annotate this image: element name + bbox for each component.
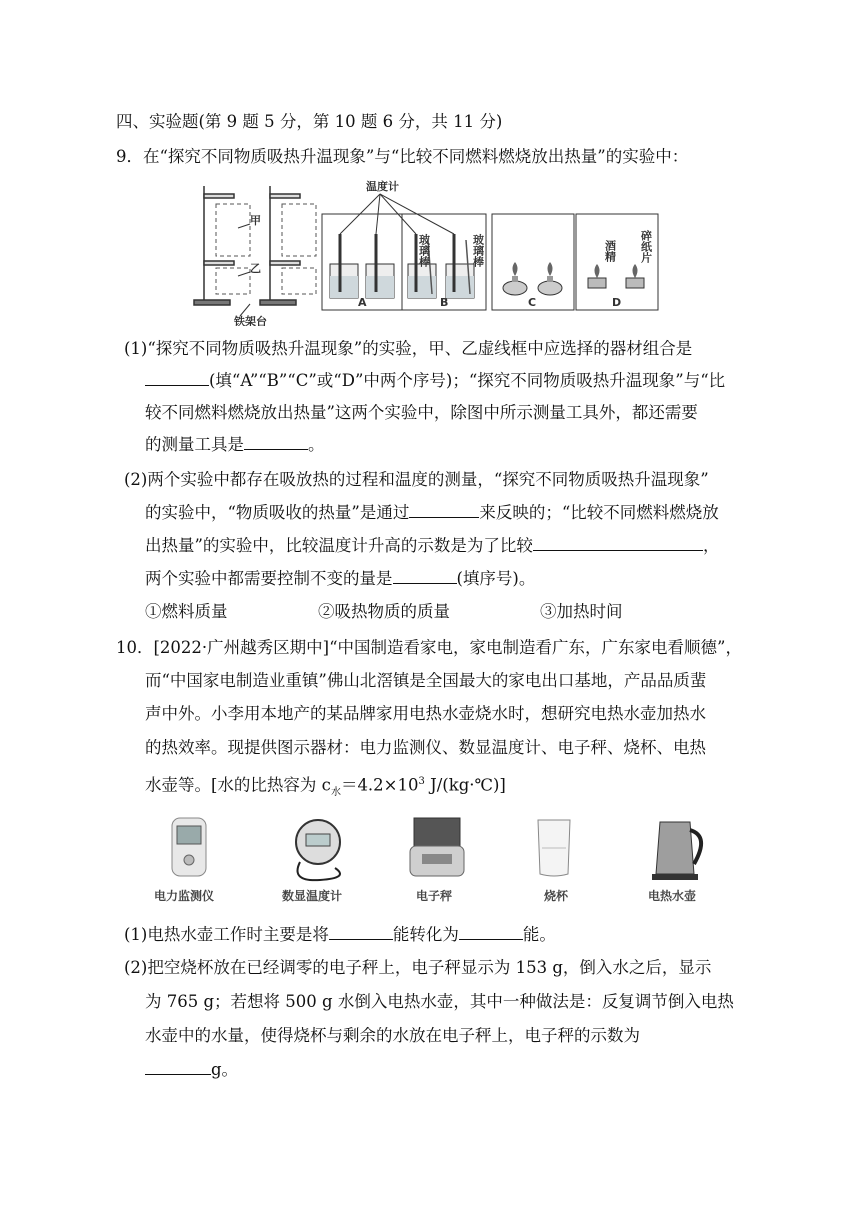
text: (填序号)。	[456, 569, 536, 588]
label-alcohol: 酒精	[603, 240, 617, 262]
q10-line4: 的热效率。现提供图示器材：电力监测仪、数显温度计、电子秤、烧杯、电热	[145, 738, 706, 757]
label-paper: 碎纸片	[639, 230, 653, 263]
answer-blank[interactable]	[329, 923, 393, 940]
caption-digital-thermometer: 数显温度计	[282, 889, 343, 903]
label-panel-b: B	[440, 296, 449, 309]
yi-box-right	[282, 268, 316, 294]
answer-blank[interactable]	[533, 534, 703, 551]
answer-blank[interactable]	[145, 369, 209, 386]
answer-blank[interactable]	[145, 1058, 211, 1075]
label-panel-c: C	[528, 296, 537, 309]
q9-stem: 9．在“探究不同物质吸热升温现象”与“比较不同燃料燃烧放出热量”的实验中：	[116, 147, 689, 166]
electronic-scale-icon	[410, 818, 464, 876]
text: 水壶等。[水的比热容为 c	[145, 775, 331, 795]
text: 的测量工具是	[145, 435, 244, 454]
q9-p2-line3	[145, 534, 719, 558]
label-panel-a: A	[358, 296, 367, 309]
q9-p1-line1: (1)“探究不同物质吸热升温现象”的实验，甲、乙虚线框中应选择的器材组合是	[124, 339, 693, 358]
digital-thermometer-icon	[296, 820, 340, 880]
q10-equipment-figure	[150, 812, 720, 908]
q9-option-3: ③加热时间	[540, 602, 623, 621]
section-title: 四、实验题(第 9 题 5 分，第 10 题 6 分，共 11 分)	[116, 112, 503, 131]
text: 能转化为	[392, 925, 459, 944]
q10-p2-line4	[145, 1058, 238, 1082]
caption-electronic-scale: 电子秤	[416, 889, 453, 903]
jia-box-right	[282, 204, 316, 256]
caption-electric-kettle: 电热水壶	[648, 889, 697, 903]
iron-stand-left	[194, 186, 234, 305]
answer-blank[interactable]	[393, 567, 457, 584]
q9-p1-line3: 较不同燃料燃烧放出热量”这两个实验中，除图中所示测量工具外，都还需要	[145, 403, 698, 422]
text: 的实验中，“物质吸收的热量”是通过	[145, 503, 410, 522]
q9-option-1: ①燃料质量	[145, 602, 228, 621]
label-yi: 乙	[250, 262, 261, 275]
jia-box-left	[216, 204, 250, 256]
text: J/(kg·℃)]	[424, 775, 506, 795]
q9-p2-line2	[145, 501, 719, 525]
label-stand: 铁架台	[234, 315, 267, 326]
label-jia: 甲	[250, 214, 261, 227]
superscript: 3	[418, 776, 425, 787]
text: 。	[308, 435, 325, 454]
q10-p2-line3: 水壶中的水量，使得烧杯与剩余的水放在电子秤上，电子秤的示数为	[145, 1026, 640, 1045]
yi-box-left	[216, 268, 250, 294]
q10-p2-line1: (2)把空烧杯放在已经调零的电子秤上，电子秤显示为 153 g，倒入水之后，显示	[124, 958, 712, 977]
power-monitor-icon	[172, 818, 206, 876]
q10-line5	[145, 770, 506, 805]
label-glass-rod-1: 玻璃棒	[417, 234, 431, 267]
q10-p2-line2: 为 765 g；若想将 500 g 水倒入电热水壶，其中一种做法是：反复调节倒入电热	[145, 992, 734, 1011]
text: 来反映的；“比较不同燃料燃烧放	[479, 503, 719, 522]
q10-line3: 声中外。小李用本地产的某品牌家用电热水壶烧水时，想研究电热水壶加热水	[145, 704, 706, 723]
q9-p2-line4	[145, 567, 535, 591]
panel-c	[492, 214, 574, 310]
electric-kettle-icon	[652, 822, 701, 880]
answer-blank[interactable]	[409, 501, 479, 518]
q9-p2-line1: (2)两个实验中都存在吸放热的过程和温度的测量，“探究不同物质吸热升温现象”	[124, 470, 709, 489]
iron-stand-right	[260, 186, 300, 305]
q9-p1-line2	[145, 369, 725, 393]
q9-p1-line4	[145, 433, 325, 457]
label-thermometer: 温度计	[366, 180, 399, 193]
text: 出热量”的实验中，比较温度计升高的示数是为了比较	[145, 536, 533, 555]
caption-power-monitor: 电力监测仪	[154, 889, 215, 903]
q10-p1	[124, 923, 556, 947]
label-panel-d: D	[612, 296, 622, 309]
answer-blank[interactable]	[244, 433, 308, 450]
caption-beaker: 烧杯	[544, 889, 569, 903]
text: g。	[211, 1060, 239, 1079]
beaker-icon	[538, 820, 570, 876]
q9-option-2: ②吸热物质的质量	[318, 602, 450, 621]
text: ，	[702, 536, 720, 555]
answer-blank[interactable]	[459, 923, 523, 940]
text: 能。	[522, 925, 556, 944]
q9-figure	[190, 176, 670, 326]
subscript: 水	[330, 786, 341, 798]
q10-line2: 而“中国家电制造业重镇”佛山北滘镇是全国最大的家电出口基地，产品品质蜚	[145, 671, 707, 690]
q10-line1: 10．[2022·广州越秀区期中]“中国制造看家电，家电制造看广东，广东家电看顺德”，	[116, 638, 742, 657]
text: (1)电热水壶工作时主要是将	[124, 925, 329, 944]
label-glass-rod-2: 玻璃棒	[471, 234, 485, 267]
text: (填“A”“B”“C”或“D”中两个序号)；“探究不同物质吸热升温现象”与“比	[209, 371, 726, 390]
text: 两个实验中都需要控制不变的量是	[145, 569, 393, 588]
text: ＝4.2×10	[340, 775, 419, 795]
panel-a	[322, 214, 402, 310]
